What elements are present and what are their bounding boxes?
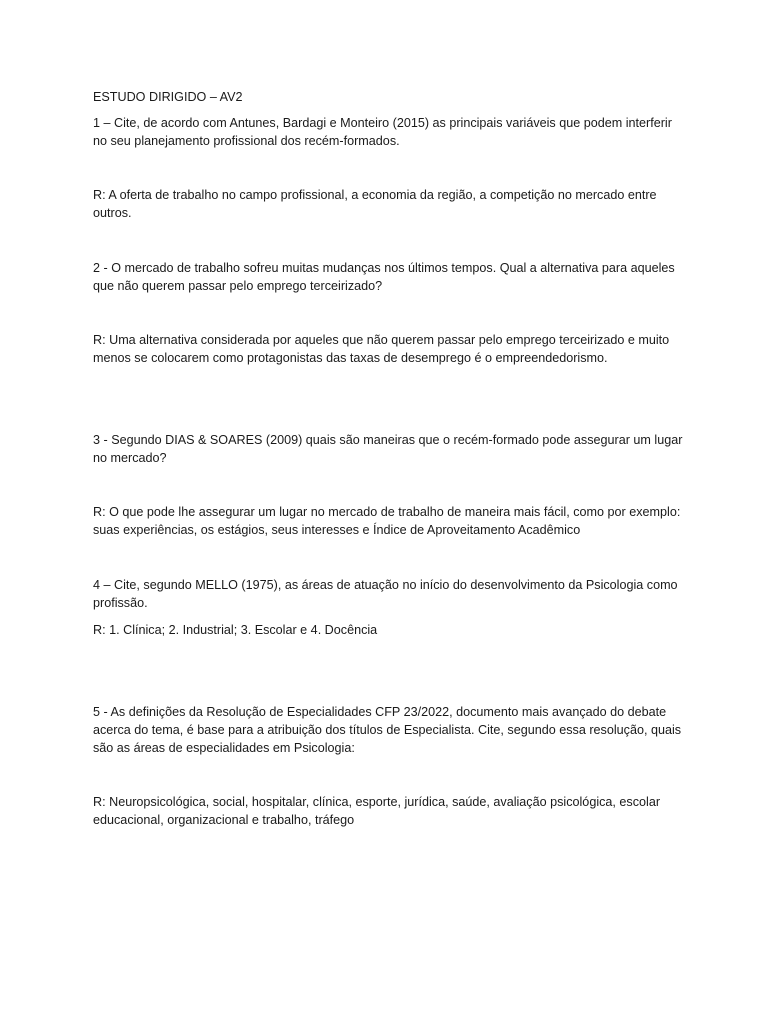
- answer-5: R: Neuropsicológica, social, hospitalar, clínica, esporte, jurídica, saúde, avaliação psicológica, escolar educacional, organizacional e trabalho, tráfego: [93, 795, 661, 827]
- answer-1: R: A oferta de trabalho no campo profissional, a economia da região, a competição no mercado entre outros.: [93, 188, 657, 220]
- question-4: 4 – Cite, segundo MELLO (1975), as áreas de atuação no início do desenvolvimento da Psicologia como profissão.: [93, 578, 678, 610]
- question-5: 5 - As definições da Resolução de Especialidades CFP 23/2022, documento mais avançado do debate acerca do tema, é base para a atribuição dos títulos de Especialista. Cite, segundo essa resolução, quais são as áreas de especialidades em Psicologia:: [93, 705, 682, 755]
- question-2: 2 - O mercado de trabalho sofreu muitas mudanças nos últimos tempos. Qual a alternativa para aqueles que não querem passar pelo emprego terceirizado?: [93, 261, 675, 293]
- answer-3: R: O que pode lhe assegurar um lugar no mercado de trabalho de maneira mais fácil, como por exemplo: suas experiências, os estágios, seus interesses e Índice de Aproveitamento Acadêmico: [93, 505, 681, 537]
- question-3: 3 - Segundo DIAS & SOARES (2009) quais são maneiras que o recém-formado pode assegurar um lugar no mercado?: [93, 433, 683, 465]
- document-title: ESTUDO DIRIGIDO – AV2: [93, 90, 243, 104]
- question-1: 1 – Cite, de acordo com Antunes, Bardagi e Monteiro (2015) as principais variáveis que podem interferir no seu planejamento profissional dos recém-formados.: [93, 116, 672, 148]
- answer-2: R: Uma alternativa considerada por aqueles que não querem passar pelo emprego terceirizado e muito menos se colocarem como protagonistas das taxas de desemprego é o empreendedorismo.: [93, 333, 670, 365]
- answer-4: R: 1. Clínica; 2. Industrial; 3. Escolar e 4. Docência: [93, 623, 378, 637]
